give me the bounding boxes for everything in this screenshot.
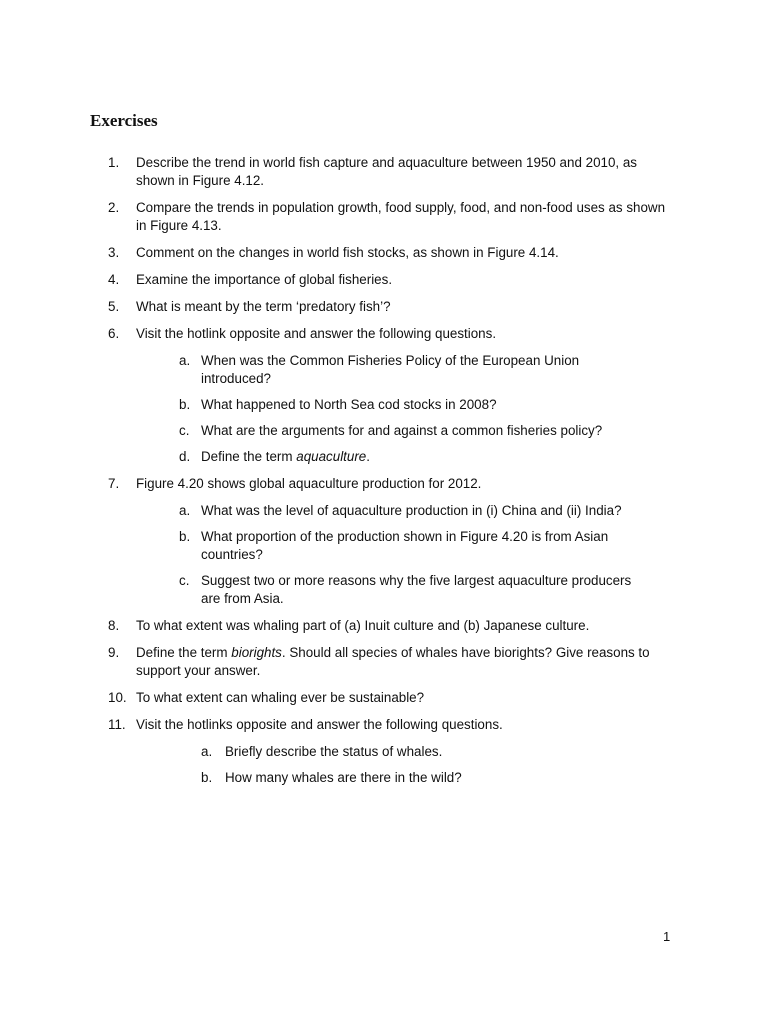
exercise-item <box>0 244 768 262</box>
text-part: Define the term <box>201 449 297 464</box>
page-number: 1 <box>663 929 671 944</box>
sub-question-letter: b. <box>179 529 191 544</box>
sub-question <box>0 448 768 466</box>
sub-question <box>0 422 768 440</box>
sub-question-letter: b. <box>179 397 191 412</box>
sub-question-list <box>0 502 768 608</box>
sub-question-letter: c. <box>179 423 190 438</box>
exercise-text: To what extent was whaling part of (a) Inuit culture and (b) Japanese culture. <box>136 618 590 633</box>
exercise-item <box>0 199 768 235</box>
exercise-text <box>136 644 666 680</box>
exercise-number: 8. <box>108 618 120 633</box>
exercise-number: 10. <box>108 690 127 705</box>
sub-question <box>0 572 768 608</box>
exercise-item <box>0 475 768 608</box>
sub-question-text: What happened to North Sea cod stocks in 2008? <box>201 397 497 412</box>
exercise-text: Visit the hotlink opposite and answer the following questions. <box>136 326 497 341</box>
exercise-number: 6. <box>108 326 120 341</box>
sub-question-text: Suggest two or more reasons why the five largest aquaculture producers are from Asia. <box>201 573 632 606</box>
text-part: . Should all species of whales have biorights? Give reasons to support your answer. <box>136 645 650 678</box>
exercise-number: 4. <box>108 272 120 287</box>
sub-question-text: When was the Common Fisheries Policy of the European Union introduced? <box>201 353 580 386</box>
exercise-item <box>0 689 768 707</box>
exercise-item <box>0 617 768 635</box>
exercise-item <box>0 716 768 787</box>
sub-question-letter: a. <box>179 503 191 518</box>
exercise-number: 11. <box>108 717 126 732</box>
sub-question-text: What was the level of aquaculture production in (i) China and (ii) India? <box>201 503 622 518</box>
text-part: Define the term <box>136 645 232 660</box>
exercise-text: Examine the importance of global fisheries. <box>136 272 393 287</box>
exercise-number: 7. <box>108 476 120 491</box>
sub-question <box>0 396 768 414</box>
sub-question <box>0 528 768 564</box>
italic-term: aquaculture <box>296 449 367 464</box>
sub-question <box>0 743 768 761</box>
sub-question-letter: c. <box>179 573 190 588</box>
exercise-item <box>0 271 768 289</box>
exercise-text: Describe the trend in world fish capture and aquaculture between 1950 and 2010, as shown in Figure 4.12. <box>136 155 637 188</box>
sub-question-text: What are the arguments for and against a common fisheries policy? <box>201 423 603 438</box>
sub-question <box>0 769 768 787</box>
sub-question-letter: a. <box>179 353 191 368</box>
sub-question-letter: a. <box>201 744 213 759</box>
exercise-list <box>0 154 768 796</box>
exercise-number: 2. <box>108 200 120 215</box>
sub-question-letter: b. <box>201 770 213 785</box>
exercise-text: Figure 4.20 shows global aquaculture production for 2012. <box>136 476 482 491</box>
exercise-text: What is meant by the term ‘predatory fish’? <box>136 299 391 314</box>
italic-term: biorights <box>231 645 282 660</box>
exercise-number: 5. <box>108 299 120 314</box>
exercise-item <box>0 644 768 680</box>
exercise-text: Compare the trends in population growth, food supply, food, and non-food uses as shown in Figure 4.13. <box>136 200 666 233</box>
text-part: . <box>366 449 370 464</box>
sub-question-text <box>201 448 651 466</box>
exercise-text: To what extent can whaling ever be sustainable? <box>136 690 425 705</box>
exercise-number: 9. <box>108 645 120 660</box>
sub-question-text: Briefly describe the status of whales. <box>225 744 443 759</box>
sub-question-text: How many whales are there in the wild? <box>225 770 462 785</box>
exercise-text: Visit the hotlinks opposite and answer the following questions. <box>136 717 503 732</box>
page-title: Exercises <box>90 111 158 130</box>
exercise-text: Comment on the changes in world fish stocks, as shown in Figure 4.14. <box>136 245 559 260</box>
exercise-number: 1. <box>108 155 120 170</box>
sub-question-list <box>0 352 768 466</box>
exercise-number: 3. <box>108 245 120 260</box>
exercise-item <box>0 154 768 190</box>
sub-question <box>0 502 768 520</box>
sub-question <box>0 352 768 388</box>
sub-question-letter: d. <box>179 449 191 464</box>
exercise-item <box>0 325 768 466</box>
exercise-item <box>0 298 768 316</box>
sub-question-text: What proportion of the production shown in Figure 4.20 is from Asian countries? <box>201 529 609 562</box>
sub-question-list <box>0 743 768 787</box>
